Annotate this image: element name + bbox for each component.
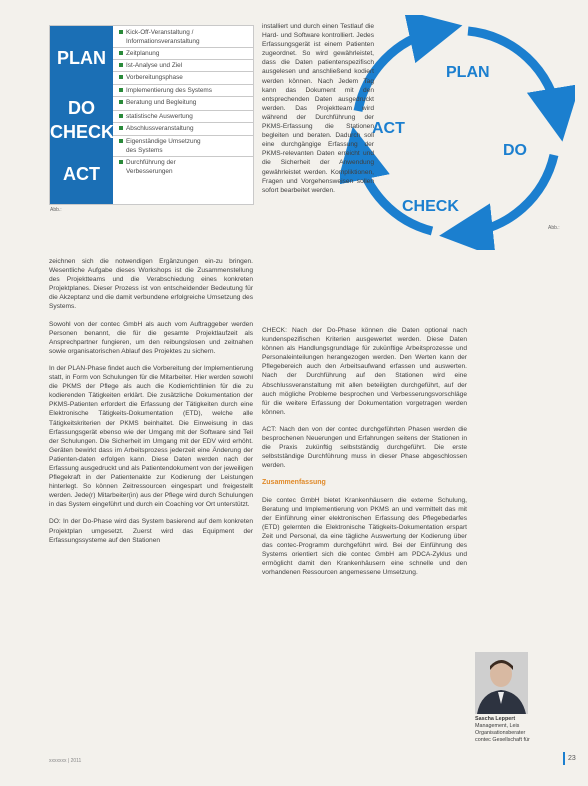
paragraph: In der PLAN-Phase findet auch die Vorbereitung der Implementierung statt, in Form von Schulungen für die Mitarbeiter. Hier werden sowohl die PKMS der Pflege als auch die Kodierrichtlinien für die zu kodierenden Tätigkeiten erklärt. Die zusätzliche Dokumentation der PKMS-Patienten erfordert die Erfassung der Tätigkeiten durch eine Elektronische Tätigkeits-Dokumentation (ETD), welche alle Tätigkeitskriterien der PKMS beinhaltet. Die Einweisung in das Erfassungsgerät ebenso wie der Umgang mit der Software sind Teil der Schulungen. Die Sicherheit im Umgang mit der EDV wird erhöht. Geräten bewirkt dass im Arbeitsprozess jederzeit eine Änderung der Patienten-daten erfolgen kann. Diese Daten werden nach der Erfassung ausgedruckt und als Patientendokument von der jeweiligen Pflegekraft in der Patientenakte zur Kodierung der Leistungen hinterlegt. So können Zeitressourcen eingespart und freigestellt werden. Jede(r) Mitarbeiter(in) aus der Pflege wird durch Schulungen in das System eingeführt und durch ein Coaching vor Ort unterstützt. (49, 364, 253, 509)
table-item: Durchführung der (119, 158, 251, 167)
table-item: Kick-Off-Veranstaltung / (119, 28, 251, 37)
table-item: des Systems (126, 147, 163, 154)
right-column-top-text: installiert und durch einen Testlauf die Hard- und Software kontrolliert. Jedes Erfassungsgerät ist einem Patienten zugeordnet. So wird gewährleistet, dass die Daten patientenspezifisch ausgelesen und anschließend kodiert werden können. Nach Jedem Tag kann das Dokument mit den entsprechenden Daten ausgedruckt werden. Das Projektteam wird während der Durchführung der PKMS-Erfassung die Stationen begleiten und beraten. Dadurch soll eine durchgängige Erfassung der PKMS-relevanten Daten erreicht und die Sicherheit der Anwendung gewährleistet werden. Kompliktionen, Fragen und Vorgehensweisen sollen sofort bearbeitet werden. (262, 23, 374, 194)
table-item: Ist-Analyse und Ziel (119, 61, 251, 70)
author-role: Management, Leis (475, 723, 520, 729)
paragraph: zeichnen sich die notwendigen Ergänzungen ein-zu bringen. Wesentliche Aufgabe dieses Workshops ist die Zusammenstellung des Projektteams und die Verabschiedung eines konkreten Projektplanes. Dieser Prozess ist von entscheidender Bedeutung für die Akzeptanz und die damit verbundene erfolgreiche Umsetzung des Systems. (49, 258, 253, 311)
pdca-cycle-diagram (340, 15, 575, 250)
cycle-label-check: CHECK (402, 198, 459, 215)
table-item: Vorbereitungsphase (119, 73, 251, 82)
table-item: Eigenständige Umsetzung (119, 137, 251, 146)
cycle-arrow-do-check (466, 155, 554, 233)
table-item: Informationsveranstaltung (126, 38, 200, 45)
table-label-plan: PLAN (57, 48, 106, 68)
page-marker (563, 752, 565, 765)
paragraph: ACT: Nach den von der contec durchgeführten Phasen werden die besprochenen Neuerungen und Erfahrungen seitens der Stationen in die Praxis zukünftig selbstständig durchgeführt. Die erste selbstständige Durchführung muss in dieser Phase abgeschlossen werden. (262, 425, 467, 470)
paragraph: Die contec GmbH bietet Krankenhäusern die externe Schulung, Beratung und Implementierung von PKMS an und vermittelt das mit der Einführung einer elektronischen Erfassung des Pflegebedarfes (ETD) gelernten die Elektronische Tätigkeits-Dokumentation erspart Zeit und Personal, da eine tägliche Auswertung der Kodierung über das contec-Programm durchgeführt wird. Bei der Einführung des Systems orientiert sich die contec GmbH am PDCA-Zyklus und ermöglicht damit den Krankenhäusern eine schnelle und den vorhandenen Ressourcen angemessene Umsetzung. (262, 496, 467, 577)
cycle-caption: Abb.: (548, 225, 560, 231)
paragraph: Sowohl von der contec GmbH als auch vom Auftraggeber werden Personen benannt, die für die gesamte Projektlaufzeit als Ansprechpartner fungieren, um den reibungslosen und zeitnahen sowie organisatorischen Ablauf des Projektes zu sichern. (49, 320, 253, 355)
author-role: contec Gesellschaft für (475, 737, 530, 743)
page-number: 23 (568, 755, 576, 762)
author-credit (475, 716, 555, 744)
table-label-act: ACT (63, 164, 100, 184)
table-item: Beratung und Begleitung (119, 98, 251, 107)
table-item: Abschlussveranstaltung (119, 124, 251, 133)
table-label-do: DO (68, 98, 95, 118)
cycle-label-do: DO (503, 142, 527, 159)
footer-text: xxxxxxx | 2011 (49, 758, 82, 764)
table-item: Verbesserungen (126, 168, 173, 175)
cycle-label-plan: PLAN (446, 64, 490, 81)
table-caption: Abb.: (50, 207, 62, 213)
author-name: Sascha Leppert (475, 716, 516, 722)
author-photo (475, 652, 528, 714)
table-item: Implementierung des Systems (119, 86, 251, 95)
table-label-check: CHECK (50, 122, 115, 142)
paragraph: CHECK: Nach der Do-Phase können die Daten optional nach kundenspezifischen Kriterien ausgewertet werden. Diese Daten können als Handlungsgrundlage für zukünftige Arbeitsprozesse und Personaleinteilungen herangezogen werden. Den Werten kann der Pflegebereich auch den Arbeitsaufwand erfassen und auswerten. Nach der Durchführung auf den Stationen wird eine Abschlussveranstaltung mit allen beteiligten durchgeführt, auf der auch mögliche Probleme besprochen und Verbesserungsvorschläge für die weitere Erfassung der Dokumentation vorgetragen werden können. (262, 327, 467, 416)
right-column (262, 326, 467, 736)
table-item: statistische Auswertung (119, 112, 251, 121)
table-item: Zeitplanung (119, 49, 251, 58)
cycle-label-act: ACT (372, 120, 405, 137)
pdca-table (49, 25, 254, 205)
section-heading: Zusammenfassung (262, 479, 326, 487)
paragraph: DO: In der Do-Phase wird das System basierend auf dem konkreten Projektplan umgesetzt. Zuerst wird das Equipment der Erfassungssysteme auf den Stationen (49, 518, 253, 544)
left-column (49, 257, 253, 735)
author-role: Organisationsberater (475, 730, 526, 736)
